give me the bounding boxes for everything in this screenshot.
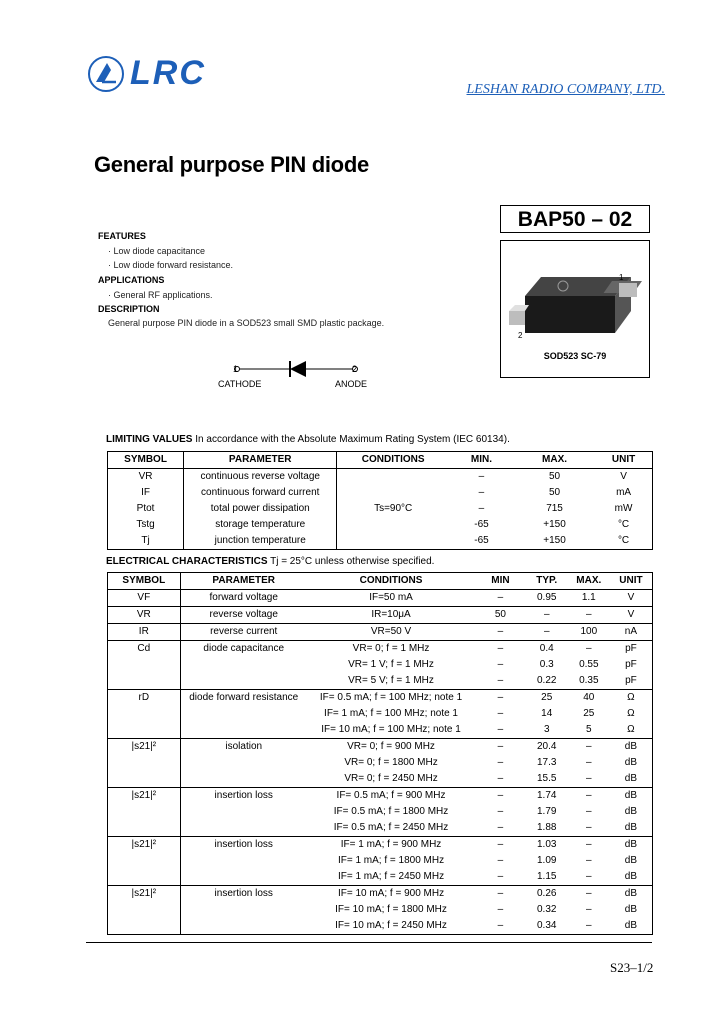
min-cell: – bbox=[475, 624, 526, 641]
unit-cell: dB bbox=[610, 837, 653, 854]
min-cell: – bbox=[478, 487, 485, 498]
footer-divider bbox=[86, 942, 652, 943]
description-text: General purpose PIN diode in a SOD523 small SMD plastic package. bbox=[108, 318, 385, 328]
parameter-cell bbox=[180, 755, 307, 771]
unit-cell: dB bbox=[624, 757, 638, 768]
conditions-cell: Ts=90°C bbox=[374, 503, 413, 514]
applications-heading: APPLICATIONS bbox=[98, 275, 165, 285]
table-row bbox=[108, 804, 653, 820]
parameter-cell bbox=[180, 706, 307, 722]
max-cell: 715 bbox=[546, 503, 563, 514]
page-title: General purpose PIN diode bbox=[94, 152, 369, 177]
conditions-cell: IF= 10 mA; f = 2450 MHz bbox=[335, 920, 447, 931]
unit-cell: Ω bbox=[627, 724, 635, 735]
table-row bbox=[108, 869, 653, 886]
unit-cell: nA bbox=[610, 624, 653, 641]
anode-label: ANODE bbox=[335, 379, 368, 389]
conditions-cell bbox=[337, 517, 449, 533]
typ-cell: 17.3 bbox=[536, 757, 557, 768]
symbol-cell bbox=[108, 706, 181, 722]
parameter-cell bbox=[180, 804, 307, 820]
unit-cell: V bbox=[620, 471, 627, 482]
typ-cell: 25 bbox=[526, 690, 568, 707]
part-number: BAP50 – 02 bbox=[500, 205, 650, 233]
table-row bbox=[108, 607, 653, 624]
typ-cell: 0.4 bbox=[526, 641, 568, 658]
col-min: MIN bbox=[475, 573, 526, 590]
min-cell: – bbox=[497, 822, 504, 833]
max-cell: 5 bbox=[586, 724, 592, 735]
symbol-cell bbox=[108, 918, 181, 935]
typ-cell: 0.34 bbox=[536, 920, 557, 931]
typ-cell: 1.09 bbox=[536, 855, 557, 866]
typ-cell: 3 bbox=[543, 724, 550, 735]
symbol-cell bbox=[108, 820, 181, 837]
max-cell: – bbox=[568, 607, 610, 624]
max-cell: – bbox=[586, 855, 592, 866]
conditions-cell: VR= 1 V; f = 1 MHz bbox=[348, 659, 434, 670]
min-cell: -65 bbox=[474, 519, 489, 530]
typ-cell: 0.3 bbox=[539, 659, 554, 670]
conditions-cell: IR=10μA bbox=[307, 607, 475, 624]
table-row bbox=[108, 886, 653, 903]
typ-cell: 15.5 bbox=[536, 773, 557, 784]
min-cell: – bbox=[497, 904, 504, 915]
col-unit: UNIT bbox=[595, 452, 652, 469]
typ-cell: 1.88 bbox=[536, 822, 557, 833]
parameter-cell bbox=[180, 853, 307, 869]
min-cell: – bbox=[478, 503, 485, 514]
package-drawing-icon bbox=[501, 241, 649, 346]
conditions-cell: IF= 10 mA; f = 1800 MHz bbox=[335, 904, 447, 915]
conditions-cell: IF= 10 mA; f = 900 MHz bbox=[307, 886, 475, 903]
unit-cell: Ω bbox=[610, 690, 653, 707]
max-cell: 50 bbox=[548, 487, 561, 498]
unit-cell: dB bbox=[610, 788, 653, 805]
col-symbol: SYMBOL bbox=[108, 452, 184, 469]
typ-cell: 1.03 bbox=[526, 837, 568, 854]
table-row bbox=[108, 485, 653, 501]
max-cell: 25 bbox=[583, 708, 595, 719]
unit-cell: V bbox=[610, 607, 653, 624]
max-cell: 1.1 bbox=[581, 592, 596, 603]
min-cell: – bbox=[497, 855, 504, 866]
limiting-values-table bbox=[107, 451, 653, 550]
conditions-cell: VR= 0; f = 2450 MHz bbox=[344, 773, 438, 784]
max-cell: – bbox=[586, 871, 592, 882]
unit-cell: pF bbox=[625, 675, 637, 686]
unit-cell: V bbox=[627, 592, 635, 603]
unit-cell: dB bbox=[610, 739, 653, 756]
table-row bbox=[108, 690, 653, 707]
package-illustration bbox=[500, 240, 650, 378]
page-number: S23–1/2 bbox=[610, 960, 654, 975]
symbol-cell: VF bbox=[108, 590, 181, 607]
typ-cell: 0.32 bbox=[536, 904, 557, 915]
conditions-cell: VR= 5 V; f = 1 MHz bbox=[348, 675, 434, 686]
application-item: · General RF applications. bbox=[108, 290, 213, 300]
max-cell: – bbox=[568, 739, 610, 756]
table-row bbox=[108, 771, 653, 788]
conditions-cell: IF= 0.5 mA; f = 100 MHz; note 1 bbox=[307, 690, 475, 707]
parameter-cell bbox=[180, 771, 307, 788]
electrical-characteristics-title: ELECTRICAL CHARACTERISTICS Tj = 25°C unless otherwise specified. bbox=[106, 556, 435, 567]
col-conditions: CONDITIONS bbox=[307, 573, 475, 590]
feature-item: · Low diode forward resistance. bbox=[108, 260, 234, 270]
typ-cell: 14 bbox=[541, 708, 553, 719]
col-unit: UNIT bbox=[610, 573, 653, 590]
conditions-cell: IF= 1 mA; f = 100 MHz; note 1 bbox=[324, 708, 458, 719]
description-heading: DESCRIPTION bbox=[98, 304, 160, 314]
unit-cell: dB bbox=[624, 920, 638, 931]
parameter-cell bbox=[180, 902, 307, 918]
parameter-cell: junction temperature bbox=[184, 533, 337, 550]
max-cell: – bbox=[586, 773, 592, 784]
conditions-cell: VR= 0; f = 1 MHz bbox=[307, 641, 475, 658]
typ-cell: 0.22 bbox=[536, 675, 557, 686]
table-row bbox=[108, 902, 653, 918]
parameter-cell: insertion loss bbox=[180, 886, 307, 903]
typ-cell: – bbox=[526, 624, 568, 641]
symbol-cell: |s21|² bbox=[108, 739, 181, 756]
symbol-cell: Cd bbox=[108, 641, 181, 658]
table-row bbox=[108, 706, 653, 722]
min-cell: – bbox=[478, 471, 485, 482]
symbol-cell: VR bbox=[108, 607, 181, 624]
parameter-cell bbox=[180, 869, 307, 886]
min-cell: 50 bbox=[475, 607, 526, 624]
unit-cell: °C bbox=[617, 519, 630, 530]
col-max: MAX. bbox=[514, 452, 595, 469]
features-heading: FEATURES bbox=[98, 231, 146, 241]
unit-cell: mW bbox=[614, 503, 633, 514]
diode-pin1: 1 bbox=[233, 364, 239, 374]
parameter-cell bbox=[180, 673, 307, 690]
unit-cell: pF bbox=[610, 641, 653, 658]
symbol-cell bbox=[108, 804, 181, 820]
feature-item: · Low diode capacitance bbox=[108, 246, 206, 256]
symbol-cell: IR bbox=[108, 624, 181, 641]
table-row bbox=[108, 755, 653, 771]
min-cell: -65 bbox=[474, 535, 489, 546]
table-row bbox=[108, 739, 653, 756]
typ-cell: 1.15 bbox=[536, 871, 557, 882]
parameter-cell bbox=[180, 918, 307, 935]
symbol-cell bbox=[108, 771, 181, 788]
conditions-cell: IF= 1 mA; f = 1800 MHz bbox=[337, 855, 445, 866]
conditions-cell: IF= 1 mA; f = 2450 MHz bbox=[337, 871, 445, 882]
min-cell: – bbox=[475, 837, 526, 854]
symbol-cell bbox=[108, 755, 181, 771]
symbol-cell: VR bbox=[108, 469, 184, 486]
logo-mark-icon bbox=[88, 56, 124, 92]
unit-cell: Ω bbox=[627, 708, 635, 719]
conditions-cell: IF= 0.5 mA; f = 1800 MHz bbox=[333, 806, 449, 817]
min-cell: – bbox=[497, 592, 504, 603]
unit-cell: dB bbox=[624, 904, 638, 915]
col-parameter: PARAMETER bbox=[180, 573, 307, 590]
typ-cell: 0.95 bbox=[536, 592, 557, 603]
symbol-cell: |s21|² bbox=[108, 788, 181, 805]
parameter-cell: continuous reverse voltage bbox=[184, 469, 337, 486]
max-cell: – bbox=[568, 886, 610, 903]
max-cell: 0.35 bbox=[579, 675, 599, 686]
min-cell: – bbox=[497, 708, 504, 719]
package-pin2-label: 2 bbox=[518, 331, 523, 340]
table-row bbox=[108, 624, 653, 641]
symbol-cell bbox=[108, 673, 181, 690]
conditions-cell: IF= 0.5 mA; f = 900 MHz bbox=[307, 788, 475, 805]
table-row bbox=[108, 673, 653, 690]
limiting-values-title: LIMITING VALUES In accordance with the Absolute Maximum Rating System (IEC 60134). bbox=[106, 434, 510, 445]
max-cell: – bbox=[586, 822, 592, 833]
table-row bbox=[108, 501, 653, 517]
conditions-cell: VR= 0; f = 1800 MHz bbox=[344, 757, 438, 768]
diode-pin2: 2 bbox=[352, 364, 358, 374]
symbol-cell bbox=[108, 902, 181, 918]
symbol-cell: IF bbox=[108, 485, 184, 501]
typ-cell: – bbox=[526, 607, 568, 624]
min-cell: – bbox=[497, 871, 504, 882]
table-row bbox=[108, 788, 653, 805]
conditions-cell: IF= 10 mA; f = 100 MHz; note 1 bbox=[321, 724, 461, 735]
max-cell: – bbox=[586, 757, 592, 768]
symbol-cell: rD bbox=[108, 690, 181, 707]
parameter-cell: diode forward resistance bbox=[180, 690, 307, 707]
min-cell: – bbox=[497, 659, 504, 670]
min-cell: – bbox=[475, 641, 526, 658]
parameter-cell: reverse voltage bbox=[180, 607, 307, 624]
col-parameter: PARAMETER bbox=[184, 452, 337, 469]
max-cell: – bbox=[568, 788, 610, 805]
table-row bbox=[108, 837, 653, 854]
typ-cell: 0.26 bbox=[526, 886, 568, 903]
min-cell: – bbox=[497, 675, 504, 686]
conditions-cell: IF=50 mA bbox=[369, 592, 413, 603]
max-cell: 50 bbox=[548, 471, 561, 482]
unit-cell: dB bbox=[624, 855, 638, 866]
table-row bbox=[108, 641, 653, 658]
max-cell: +150 bbox=[543, 519, 566, 530]
parameter-cell: isolation bbox=[180, 739, 307, 756]
min-cell: – bbox=[497, 920, 504, 931]
min-cell: – bbox=[475, 690, 526, 707]
parameter-cell: insertion loss bbox=[180, 788, 307, 805]
symbol-cell: Ptot bbox=[108, 501, 184, 517]
parameter-cell bbox=[180, 820, 307, 837]
table-row bbox=[108, 517, 653, 533]
col-symbol: SYMBOL bbox=[108, 573, 181, 590]
typ-cell: 1.79 bbox=[536, 806, 557, 817]
unit-cell: dB bbox=[624, 773, 638, 784]
unit-cell: dB bbox=[624, 806, 638, 817]
symbol-cell: Tstg bbox=[108, 517, 184, 533]
min-cell: – bbox=[497, 724, 504, 735]
conditions-cell bbox=[337, 485, 449, 501]
symbol-cell: Tj bbox=[108, 533, 184, 550]
parameter-cell bbox=[180, 657, 307, 673]
table-row bbox=[108, 657, 653, 673]
min-cell: – bbox=[475, 886, 526, 903]
parameter-cell: diode capacitance bbox=[180, 641, 307, 658]
max-cell: – bbox=[568, 641, 610, 658]
table-row bbox=[108, 820, 653, 837]
logo-text: LRC bbox=[130, 54, 206, 92]
parameter-cell: forward voltage bbox=[209, 592, 278, 603]
unit-cell: °C bbox=[617, 535, 630, 546]
max-cell: 100 bbox=[568, 624, 610, 641]
unit-cell: mA bbox=[616, 487, 632, 498]
table-row bbox=[108, 533, 653, 550]
conditions-cell: VR=50 V bbox=[307, 624, 475, 641]
min-cell: – bbox=[497, 773, 504, 784]
company-name: LESHAN RADIO COMPANY, LTD. bbox=[466, 82, 665, 97]
unit-cell: dB bbox=[610, 886, 653, 903]
package-pin1-label: 1 bbox=[619, 273, 624, 282]
unit-cell: pF bbox=[625, 659, 637, 670]
symbol-cell: |s21|² bbox=[108, 837, 181, 854]
table-header-row bbox=[108, 452, 653, 469]
parameter-cell bbox=[180, 722, 307, 739]
max-cell: 0.55 bbox=[579, 659, 599, 670]
max-cell: +150 bbox=[543, 535, 566, 546]
parameter-cell: insertion loss bbox=[180, 837, 307, 854]
max-cell: – bbox=[586, 806, 592, 817]
cathode-label: CATHODE bbox=[218, 379, 262, 389]
conditions-cell bbox=[337, 533, 449, 550]
symbol-cell: |s21|² bbox=[108, 886, 181, 903]
diode-symbol-icon bbox=[232, 358, 362, 380]
table-row bbox=[108, 918, 653, 935]
symbol-cell bbox=[108, 657, 181, 673]
conditions-cell: VR= 0; f = 900 MHz bbox=[307, 739, 475, 756]
conditions-cell bbox=[337, 469, 449, 486]
max-cell: – bbox=[586, 920, 592, 931]
package-label: SOD523 SC-79 bbox=[543, 351, 607, 361]
parameter-cell: storage temperature bbox=[184, 517, 337, 533]
symbol-cell bbox=[108, 869, 181, 886]
min-cell: – bbox=[475, 788, 526, 805]
typ-cell: 20.4 bbox=[526, 739, 568, 756]
max-cell: 40 bbox=[568, 690, 610, 707]
min-cell: – bbox=[497, 806, 504, 817]
symbol-cell bbox=[108, 722, 181, 739]
conditions-cell: IF= 0.5 mA; f = 2450 MHz bbox=[333, 822, 449, 833]
conditions-cell: IF= 1 mA; f = 900 MHz bbox=[307, 837, 475, 854]
symbol-cell bbox=[108, 853, 181, 869]
max-cell: – bbox=[568, 837, 610, 854]
parameter-cell: total power dissipation bbox=[184, 501, 337, 517]
electrical-characteristics-table bbox=[107, 572, 653, 935]
min-cell: – bbox=[475, 739, 526, 756]
table-row bbox=[108, 853, 653, 869]
col-conditions: CONDITIONS bbox=[337, 452, 449, 469]
unit-cell: dB bbox=[624, 822, 638, 833]
parameter-cell: continuous forward current bbox=[184, 485, 337, 501]
company-logo bbox=[88, 56, 218, 96]
col-typ: TYP. bbox=[526, 573, 568, 590]
table-header-row bbox=[108, 573, 653, 590]
parameter-cell: reverse current bbox=[180, 624, 307, 641]
table-row bbox=[108, 469, 653, 486]
typ-cell: 1.74 bbox=[526, 788, 568, 805]
max-cell: – bbox=[586, 904, 592, 915]
col-min: MIN. bbox=[449, 452, 514, 469]
col-max: MAX. bbox=[568, 573, 610, 590]
table-row bbox=[108, 722, 653, 739]
table-row bbox=[108, 590, 653, 607]
unit-cell: dB bbox=[624, 871, 638, 882]
min-cell: – bbox=[497, 757, 504, 768]
